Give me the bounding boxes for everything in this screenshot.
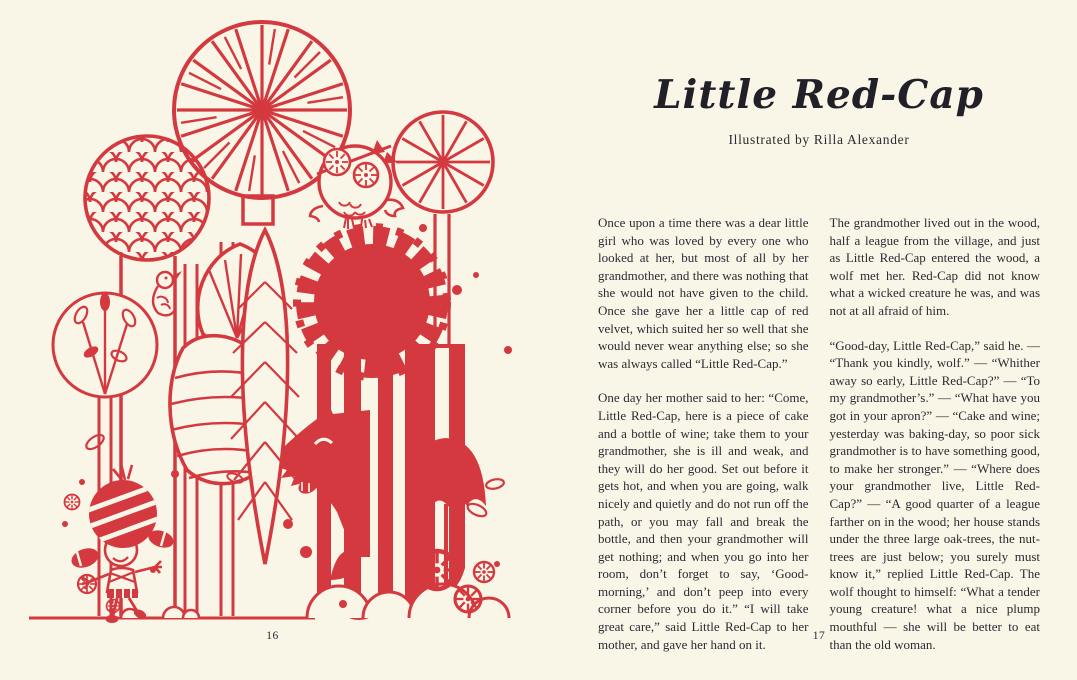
story-paragraph: One day her mother said to her: “Come, Little Red-Cap, here is a piece of cake and a bottle of wine; take them to your grandmother, she is ill and weak, and they will do her good. Set out before it gets hot, and when you are going, walk nicely and quietly and do not run off the path, or you may fall and break the bottle, and then your grandmother will get nothing; and when you go into her room, don’t forget to say, ‘Good-morning,’ and don’t peep into every corner before you do it.” “I will take great care,” said Little Red-Cap to her mother, and gave her hand on it.	[598, 390, 809, 652]
story-text	[598, 214, 1040, 670]
story-paragraph: The grandmother lived out in the wood, half a league from the village, and just as Little Red-Cap entered the wood, a wolf met her. Red-Cap did not know what a wicked creature he was, and was not at all afraid of him.	[829, 215, 1040, 318]
small-tree	[53, 293, 157, 616]
story-paragraph: Once upon a time there was a dear little girl who was loved by every one who looked at her, but most of all by her grandmother, and there was nothing that she would not have given to the child. Once she gave her a little cap of red velvet, which suited her so well that she would never wear anything else; so she was always called “Little Red-Cap.”	[598, 215, 809, 371]
bushes	[121, 584, 509, 618]
text-column-2	[830, 214, 1041, 670]
sunflower	[297, 227, 447, 377]
page-right	[538, 0, 1077, 680]
page-number-right: 17	[812, 630, 826, 642]
bird-icon	[153, 271, 182, 315]
text-column-1	[598, 214, 809, 670]
page-left	[0, 0, 538, 680]
story-title: Little Red-Cap	[654, 72, 984, 118]
story-paragraph: “Good-day, Little Red-Cap,” said he. — “Thank you kindly, wolf.” — “Whither away so early, Little Red-Cap?” — “To my grandmother’s.” — “What have you got in your apron?” — “Cake and wine; yesterday was baking-day, so poor sick grandmother is to have something good, to make her stronger.” — “Where does your grandmother live, Little Red-Cap?” — “A good quarter of a league farther on in the wood; her house stands under the three large oak-trees, the nut-trees are just below; you surely must know it,” replied Little Red-Cap. The wolf thought to himself: “What a tender young creature! what a nice plump mouthful — she will be better to eat than the old woman.	[829, 337, 1040, 652]
illustrator-credit: Illustrated by Rilla Alexander	[728, 132, 910, 147]
red-forest-illustration	[25, 12, 535, 627]
page-number-left: 16	[266, 630, 279, 642]
